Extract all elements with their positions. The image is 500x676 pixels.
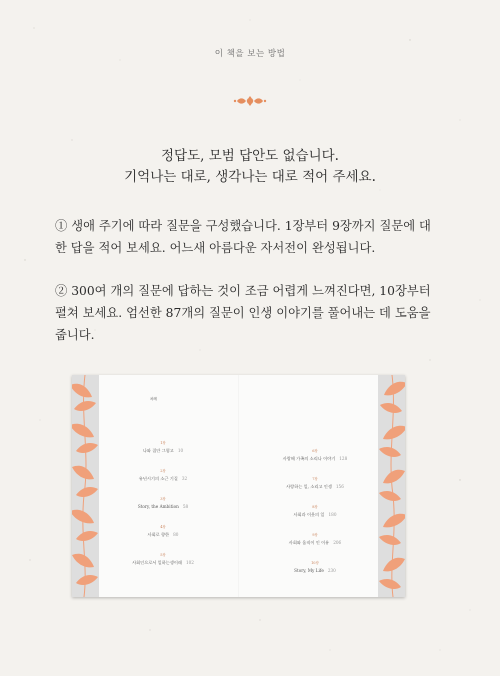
toc-entry <box>265 449 365 462</box>
paragraph-line: 펼쳐 보세요. 엄선한 87개의 질문이 인생 이야기를 풀어내는 데 도움을 <box>55 306 431 320</box>
toc-page-number: 180 <box>328 512 337 517</box>
toc-entry <box>113 441 213 454</box>
toc-page-number: 102 <box>185 560 194 565</box>
toc-entry <box>265 477 365 490</box>
toc-chapter-title <box>265 484 365 490</box>
toc-title-text: 사회와 움직이 인 이유 <box>288 540 330 545</box>
toc-title-text: 사회로 향한 <box>147 532 170 537</box>
toc-entry <box>113 553 213 566</box>
toc-heading: 차례 <box>150 397 157 401</box>
toc-page-number: 206 <box>333 540 342 545</box>
book-gutter <box>238 375 239 597</box>
intro-line: 기억나는 대로, 생각나는 대로 적어 주세요. <box>124 169 376 185</box>
toc-page-number: 10 <box>177 448 184 453</box>
toc-chapter-number: 9장 <box>312 533 318 537</box>
leaf-pattern-left <box>72 375 99 597</box>
instruction-paragraph-2 <box>55 280 450 346</box>
toc-page-number: 156 <box>335 484 344 489</box>
toc-page-number: 32 <box>181 476 188 481</box>
toc-chapter-title <box>265 456 365 462</box>
paragraph-line: ② 300여 개의 질문에 답하는 것이 조금 어렵게 느껴진다면, 10장부터 <box>55 284 431 298</box>
toc-entry <box>113 497 213 509</box>
page-header: 이 책을 보는 방법 <box>214 49 286 59</box>
toc-chapter-number: 10장 <box>311 561 319 565</box>
toc-chapter-number: 8장 <box>312 505 318 509</box>
flourish-ornament-icon <box>233 94 267 108</box>
paragraph-line: 한 답을 적어 보세요. 어느새 아름다운 자서전이 완성됩니다. <box>55 241 376 255</box>
toc-chapter-title <box>265 540 365 546</box>
toc-entry <box>113 525 213 538</box>
toc-title-text: 사회인으로서 일하는생이래 <box>132 560 182 565</box>
toc-chapter-number: 5장 <box>160 553 166 557</box>
toc-chapter-title <box>113 532 213 538</box>
toc-chapter-number: 2장 <box>160 469 166 473</box>
toc-page-number: 80 <box>173 532 179 537</box>
toc-entry <box>265 505 365 518</box>
toc-title-text: Story, My Life <box>294 568 324 573</box>
toc-title-text: 사랑하는 일, 소리고 인생 <box>286 484 332 489</box>
intro-line: 정답도, 모범 답안도 없습니다. <box>161 148 339 164</box>
intro-text <box>0 146 500 188</box>
toc-chapter-title <box>265 512 365 518</box>
toc-chapter-number: 3장 <box>160 497 166 501</box>
paragraph-line: ① 생애 주기에 따라 질문을 구성했습니다. 1장부터 9장까지 질문에 대 <box>55 219 431 233</box>
toc-chapter-number: 1장 <box>160 441 166 445</box>
toc-entry <box>265 533 365 546</box>
toc-preview-image <box>72 375 405 597</box>
toc-chapter-number: 6장 <box>312 449 318 453</box>
toc-chapter-title <box>113 560 213 566</box>
toc-page-number: 128 <box>339 456 348 461</box>
toc-title-text: 사회과 이웃의 일 <box>293 512 325 517</box>
toc-chapter-title <box>265 568 365 573</box>
toc-chapter-number: 4장 <box>160 525 166 529</box>
leaf-pattern-right <box>378 375 405 597</box>
toc-chapter-title <box>113 504 213 509</box>
toc-title-text: 나와 집안 그렇고 <box>142 448 174 453</box>
toc-chapter-number: 7장 <box>312 477 318 481</box>
toc-title-text: 유년시기의 소근 기질 <box>138 476 178 481</box>
toc-page-number: 230 <box>327 568 336 573</box>
instruction-paragraph-1 <box>55 215 450 259</box>
paragraph-line: 줍니다. <box>55 328 95 342</box>
toc-page-number: 58 <box>182 504 189 509</box>
toc-chapter-title <box>113 476 213 482</box>
toc-entry <box>265 561 365 573</box>
toc-entry <box>113 469 213 482</box>
toc-title-text: Story, the Ambition <box>137 504 179 509</box>
toc-title-text: 사랑해 가족의 소리나 이야기 <box>282 456 336 461</box>
toc-chapter-title <box>113 448 213 454</box>
